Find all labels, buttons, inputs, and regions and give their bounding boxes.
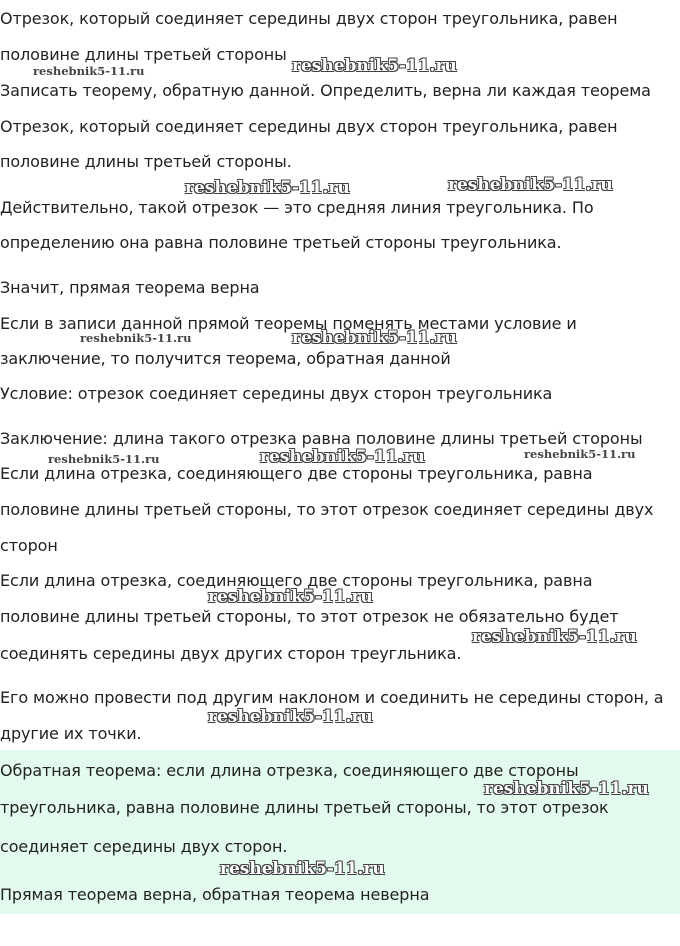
watermark: reshebnik5-11.ru — [185, 178, 350, 198]
text-line: Отрезок, который соединяет середины двух сторон треугольника, равен — [0, 117, 618, 136]
text-line: определению она равна половине третьей стороны треугольника. — [0, 233, 562, 252]
watermark: reshebnik5-11.ru — [292, 328, 457, 348]
text-line: Обратная теорема: если длина отрезка, соединяющего две стороны — [0, 761, 579, 780]
watermark: reshebnik5-11.ru — [524, 447, 636, 461]
watermark: reshebnik5-11.ru — [208, 587, 373, 607]
watermark: reshebnik5-11.ru — [48, 452, 160, 466]
text-line: соединять середины двух других сторон треугльника. — [0, 644, 462, 663]
text-line: Если в записи данной прямой теоремы поменять местами условие и — [0, 314, 577, 333]
text-line: Заключение: длина такого отрезка равна половине длины третьей стороны — [0, 429, 643, 448]
text-line: сторон — [0, 536, 58, 555]
watermark: reshebnik5-11.ru — [292, 56, 457, 76]
text-line: заключение, то получится теорема, обратная данной — [0, 349, 451, 368]
text-line: Значит, прямая теорема верна — [0, 278, 260, 297]
watermark: reshebnik5-11.ru — [484, 779, 649, 799]
text-line: другие их точки. — [0, 724, 142, 743]
text-line: половине длины третьей стороны, то этот отрезок не обязательно будет — [0, 607, 619, 626]
text-line: Его можно провести под другим наклоном и соединить не середины сторон, а — [0, 688, 664, 707]
task-line: Записать теорему, обратную данной. Определить, верна ли каждая теорема — [0, 81, 651, 100]
watermark: reshebnik5-11.ru — [80, 331, 192, 345]
text-line: половине длины третьей стороны. — [0, 152, 292, 171]
watermark: reshebnik5-11.ru — [208, 707, 373, 727]
text-line: Условие: отрезок соединяет середины двух сторон треугольника — [0, 384, 553, 403]
text-line: половине длины третьей стороны — [0, 45, 287, 64]
text-line: половине длины третьей стороны, то этот отрезок соединяет середины двух — [0, 500, 654, 519]
watermark: reshebnik5-11.ru — [260, 447, 425, 467]
text-line: треугольника, равна половине длины третьей стороны, то этот отрезок — [0, 798, 609, 817]
watermark: reshebnik5-11.ru — [472, 627, 637, 647]
watermark: reshebnik5-11.ru — [220, 859, 385, 879]
text-line: соединяет середины двух сторон. — [0, 837, 288, 856]
text-line: Отрезок, который соединяет середины двух сторон треугольника, равен — [0, 9, 618, 28]
text-line: Если длина отрезка, соединяющего две стороны треугольника, равна — [0, 464, 593, 483]
text-line: Действительно, такой отрезок — это средняя линия треугольника. По — [0, 198, 594, 217]
text-line: Прямая теорема верна, обратная теорема неверна — [0, 885, 430, 904]
watermark: reshebnik5-11.ru — [33, 64, 145, 78]
watermark: reshebnik5-11.ru — [448, 175, 613, 195]
text-line: Если длина отрезка, соединяющего две стороны треугольника, равна — [0, 571, 593, 590]
